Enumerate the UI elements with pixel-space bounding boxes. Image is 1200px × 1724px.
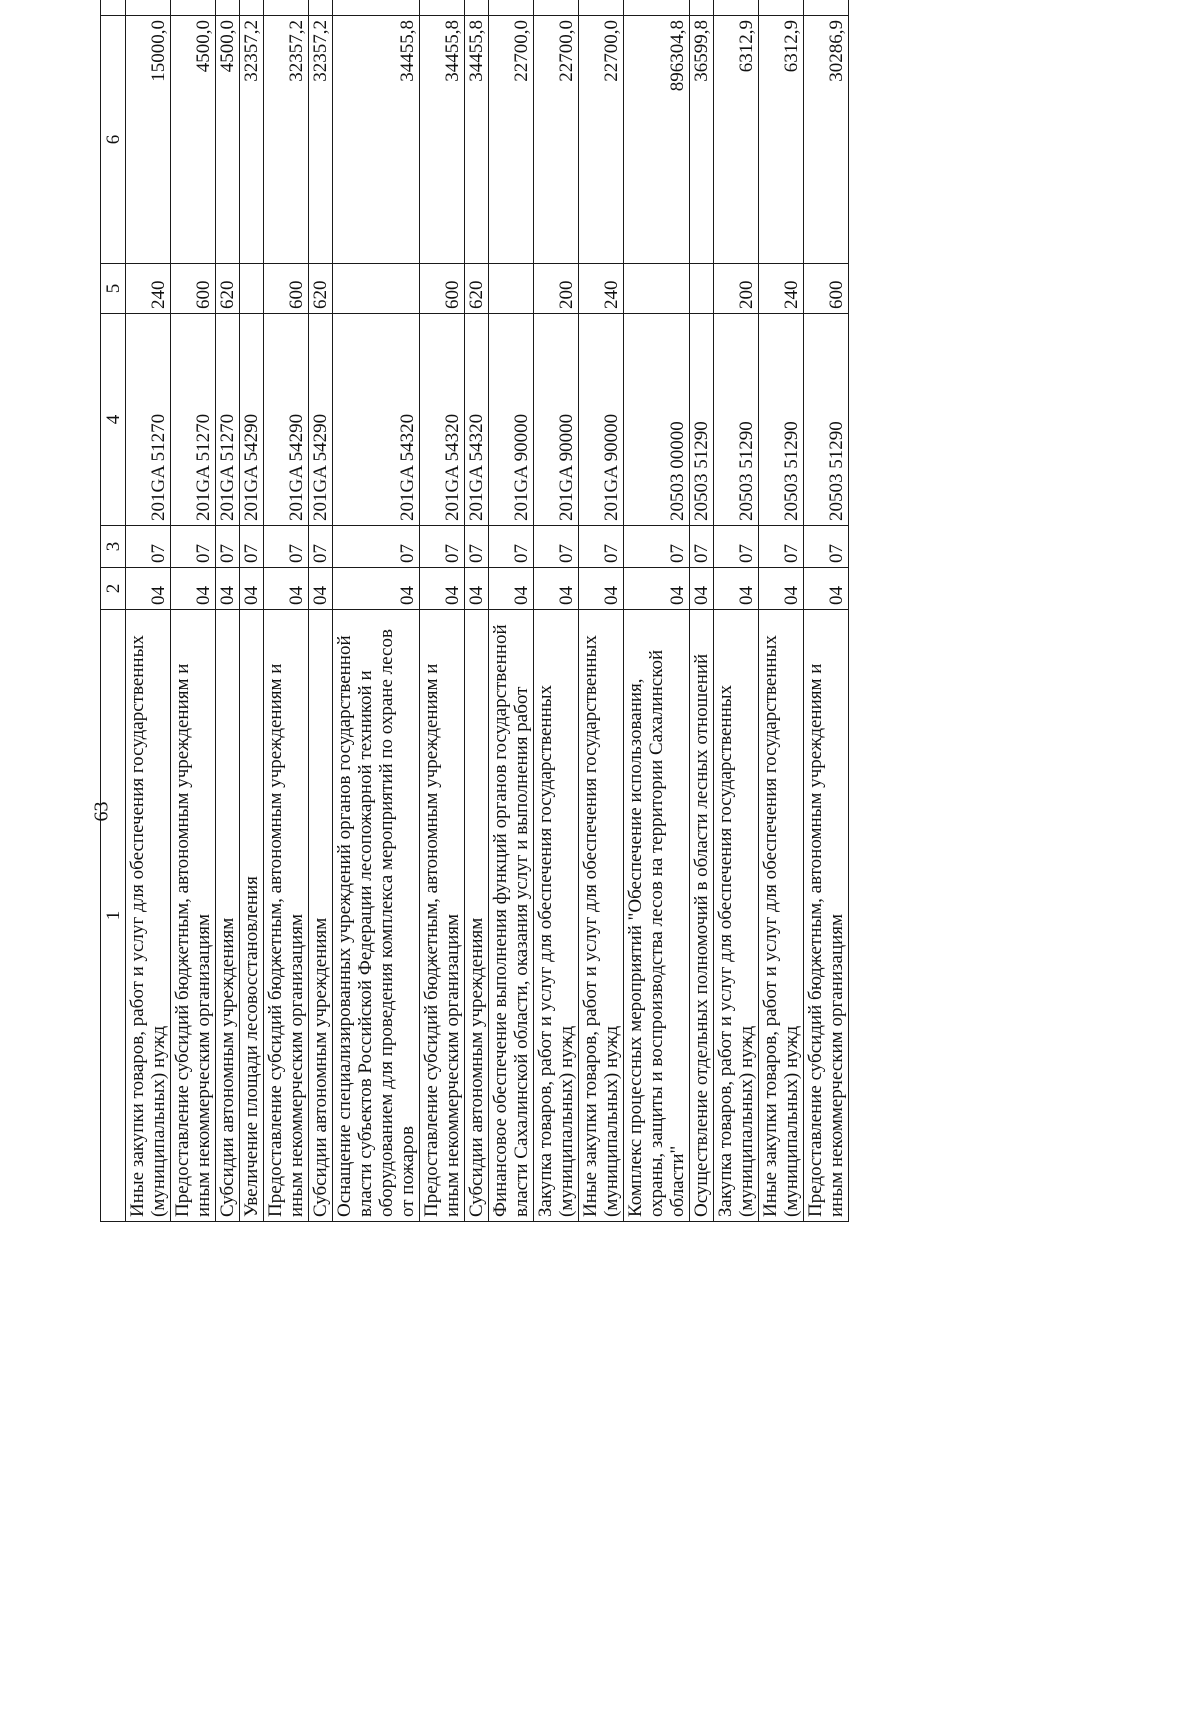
amount-col7-cell bbox=[309, 0, 333, 16]
amount-col7-cell bbox=[240, 0, 264, 16]
subsection-code-cell: 07 bbox=[714, 526, 759, 568]
target-article-cell: 201GA 51270 bbox=[216, 314, 240, 526]
table-row bbox=[216, 0, 240, 1222]
description-cell: Финансовое обеспечение выполнения функций органов государственной власти Сахалинской области, оказания услуг и выполнения работ bbox=[489, 610, 534, 1222]
amount-col7-cell bbox=[420, 0, 465, 16]
subsection-code-cell: 07 bbox=[171, 526, 216, 568]
section-code-cell: 04 bbox=[264, 568, 309, 610]
amount-col6-cell: 896304,8 bbox=[624, 16, 690, 264]
expense-type-cell: 240 bbox=[579, 264, 624, 314]
subsection-code-cell: 07 bbox=[264, 526, 309, 568]
section-code-cell: 04 bbox=[534, 568, 579, 610]
table-row bbox=[690, 0, 714, 1222]
expense-type-cell bbox=[624, 264, 690, 314]
amount-col7-cell bbox=[126, 0, 171, 16]
subsection-code-cell: 07 bbox=[240, 526, 264, 568]
target-article-cell: 201GA 51270 bbox=[126, 314, 171, 526]
amount-col6-cell: 15000,0 bbox=[126, 16, 171, 264]
column-header: 4 bbox=[101, 314, 126, 526]
description-cell: Субсидии автономным учреждениям bbox=[465, 610, 489, 1222]
description-cell: Оснащение специализированных учреждений органов государственной власти субъектов Российской Федерации лесопожарной техникой и оборудованием для проведения комплекса мероприятий по охране лесов от пожаров bbox=[333, 610, 420, 1222]
table-body bbox=[126, 0, 849, 1222]
section-code-cell: 04 bbox=[579, 568, 624, 610]
amount-col7-cell bbox=[264, 0, 309, 16]
table-row bbox=[579, 0, 624, 1222]
section-code-cell: 04 bbox=[216, 568, 240, 610]
amount-col6-cell: 32357,2 bbox=[264, 16, 309, 264]
amount-col6-cell: 30286,9 bbox=[804, 16, 849, 264]
subsection-code-cell: 07 bbox=[579, 526, 624, 568]
target-article-cell: 20503 51290 bbox=[804, 314, 849, 526]
amount-col6-cell: 4500,0 bbox=[171, 16, 216, 264]
target-article-cell: 201GA 54320 bbox=[333, 314, 420, 526]
table-row bbox=[759, 0, 804, 1222]
column-header: 1 bbox=[101, 610, 126, 1222]
description-cell: Иные закупки товаров, работ и услуг для обеспечения государственных (муниципальных) нужд bbox=[759, 610, 804, 1222]
section-code-cell: 04 bbox=[489, 568, 534, 610]
amount-col7-cell bbox=[465, 0, 489, 16]
table-row bbox=[534, 0, 579, 1222]
subsection-code-cell: 07 bbox=[489, 526, 534, 568]
subsection-code-cell: 07 bbox=[804, 526, 849, 568]
amount-col6-cell: 22700,0 bbox=[579, 16, 624, 264]
table-row bbox=[126, 0, 171, 1222]
amount-col7-cell bbox=[333, 0, 420, 16]
expense-type-cell: 200 bbox=[534, 264, 579, 314]
table-row bbox=[465, 0, 489, 1222]
subsection-code-cell: 07 bbox=[420, 526, 465, 568]
target-article-cell: 201GA 54320 bbox=[420, 314, 465, 526]
column-header: 6 bbox=[101, 16, 126, 264]
amount-col6-cell: 36599,8 bbox=[690, 16, 714, 264]
target-article-cell: 201GA 54290 bbox=[309, 314, 333, 526]
expense-type-cell bbox=[690, 264, 714, 314]
expense-type-cell: 240 bbox=[126, 264, 171, 314]
description-cell: Субсидии автономным учреждениям bbox=[309, 610, 333, 1222]
expense-type-cell bbox=[240, 264, 264, 314]
table-row bbox=[804, 0, 849, 1222]
subsection-code-cell: 07 bbox=[216, 526, 240, 568]
amount-col6-cell: 34455,8 bbox=[333, 16, 420, 264]
expense-type-cell bbox=[489, 264, 534, 314]
target-article-cell: 20503 51290 bbox=[759, 314, 804, 526]
section-code-cell: 04 bbox=[759, 568, 804, 610]
expense-type-cell bbox=[333, 264, 420, 314]
target-article-cell: 201GA 90000 bbox=[489, 314, 534, 526]
amount-col7-cell bbox=[489, 0, 534, 16]
description-cell: Предоставление субсидий бюджетным, автономным учреждениям и иным некоммерческим организациям bbox=[420, 610, 465, 1222]
section-code-cell: 04 bbox=[309, 568, 333, 610]
description-cell: Увеличение площади лесовосстановления bbox=[240, 610, 264, 1222]
page-number: 63 bbox=[90, 801, 113, 822]
amount-col6-cell: 4500,0 bbox=[216, 16, 240, 264]
amount-col6-cell: 6312,9 bbox=[759, 16, 804, 264]
amount-col7-cell bbox=[759, 0, 804, 16]
description-cell: Предоставление субсидий бюджетным, автономным учреждениям и иным некоммерческим организациям bbox=[171, 610, 216, 1222]
target-article-cell: 20503 51290 bbox=[690, 314, 714, 526]
subsection-code-cell: 07 bbox=[309, 526, 333, 568]
table-row bbox=[333, 0, 420, 1222]
target-article-cell: 20503 51290 bbox=[714, 314, 759, 526]
subsection-code-cell: 07 bbox=[333, 526, 420, 568]
target-article-cell: 201GA 54320 bbox=[465, 314, 489, 526]
subsection-code-cell: 07 bbox=[534, 526, 579, 568]
amount-col6-cell: 22700,0 bbox=[489, 16, 534, 264]
amount-col6-cell: 6312,9 bbox=[714, 16, 759, 264]
description-cell: Комплекс процессных мероприятий "Обеспечение использования, охраны, защиты и воспроизводства лесов на территории Сахалинской области" bbox=[624, 610, 690, 1222]
section-code-cell: 04 bbox=[126, 568, 171, 610]
expense-type-cell: 600 bbox=[264, 264, 309, 314]
subsection-code-cell: 07 bbox=[126, 526, 171, 568]
amount-col7-cell bbox=[690, 0, 714, 16]
table-row bbox=[420, 0, 465, 1222]
expense-type-cell: 200 bbox=[714, 264, 759, 314]
table-row bbox=[264, 0, 309, 1222]
budget-table-rotated bbox=[100, 0, 847, 1222]
description-cell: Закупка товаров, работ и услуг для обеспечения государственных (муниципальных) нужд bbox=[534, 610, 579, 1222]
section-code-cell: 04 bbox=[690, 568, 714, 610]
table-row bbox=[489, 0, 534, 1222]
target-article-cell: 201GA 90000 bbox=[534, 314, 579, 526]
expense-type-cell: 620 bbox=[216, 264, 240, 314]
section-code-cell: 04 bbox=[420, 568, 465, 610]
expense-type-cell: 620 bbox=[309, 264, 333, 314]
amount-col7-cell bbox=[804, 0, 849, 16]
expense-type-cell: 240 bbox=[759, 264, 804, 314]
description-cell: Иные закупки товаров, работ и услуг для обеспечения государственных (муниципальных) нужд bbox=[126, 610, 171, 1222]
budget-table bbox=[100, 0, 849, 1222]
table-row bbox=[714, 0, 759, 1222]
description-cell: Предоставление субсидий бюджетным, автономным учреждениям и иным некоммерческим организациям bbox=[804, 610, 849, 1222]
section-code-cell: 04 bbox=[624, 568, 690, 610]
target-article-cell: 201GA 54290 bbox=[264, 314, 309, 526]
amount-col6-cell: 34455,8 bbox=[420, 16, 465, 264]
amount-col6-cell: 32357,2 bbox=[240, 16, 264, 264]
section-code-cell: 04 bbox=[333, 568, 420, 610]
amount-col7-cell bbox=[171, 0, 216, 16]
expense-type-cell: 600 bbox=[420, 264, 465, 314]
amount-col7-cell bbox=[579, 0, 624, 16]
table-row bbox=[624, 0, 690, 1222]
section-code-cell: 04 bbox=[465, 568, 489, 610]
amount-col7-cell bbox=[534, 0, 579, 16]
table-header-row bbox=[101, 0, 126, 1222]
amount-col6-cell: 22700,0 bbox=[534, 16, 579, 264]
expense-type-cell: 620 bbox=[465, 264, 489, 314]
subsection-code-cell: 07 bbox=[690, 526, 714, 568]
amount-col6-cell: 32357,2 bbox=[309, 16, 333, 264]
section-code-cell: 04 bbox=[171, 568, 216, 610]
expense-type-cell: 600 bbox=[171, 264, 216, 314]
description-cell: Осуществление отдельных полномочий в области лесных отношений bbox=[690, 610, 714, 1222]
subsection-code-cell: 07 bbox=[624, 526, 690, 568]
column-header: 2 bbox=[101, 568, 126, 610]
target-article-cell: 201GA 90000 bbox=[579, 314, 624, 526]
description-cell: Закупка товаров, работ и услуг для обеспечения государственных (муниципальных) нужд bbox=[714, 610, 759, 1222]
subsection-code-cell: 07 bbox=[465, 526, 489, 568]
column-header: 5 bbox=[101, 264, 126, 314]
amount-col7-cell bbox=[216, 0, 240, 16]
description-cell: Предоставление субсидий бюджетным, автономным учреждениям и иным некоммерческим организациям bbox=[264, 610, 309, 1222]
target-article-cell: 20503 00000 bbox=[624, 314, 690, 526]
description-cell: Субсидии автономным учреждениям bbox=[216, 610, 240, 1222]
column-header bbox=[101, 0, 126, 16]
amount-col7-cell bbox=[624, 0, 690, 16]
section-code-cell: 04 bbox=[804, 568, 849, 610]
section-code-cell: 04 bbox=[240, 568, 264, 610]
amount-col6-cell: 34455,8 bbox=[465, 16, 489, 264]
description-cell: Иные закупки товаров, работ и услуг для обеспечения государственных (муниципальных) нужд bbox=[579, 610, 624, 1222]
amount-col7-cell bbox=[714, 0, 759, 16]
table-row bbox=[171, 0, 216, 1222]
section-code-cell: 04 bbox=[714, 568, 759, 610]
column-header: 3 bbox=[101, 526, 126, 568]
target-article-cell: 201GA 51270 bbox=[171, 314, 216, 526]
expense-type-cell: 600 bbox=[804, 264, 849, 314]
target-article-cell: 201GA 54290 bbox=[240, 314, 264, 526]
table-row bbox=[240, 0, 264, 1222]
table-row bbox=[309, 0, 333, 1222]
subsection-code-cell: 07 bbox=[759, 526, 804, 568]
